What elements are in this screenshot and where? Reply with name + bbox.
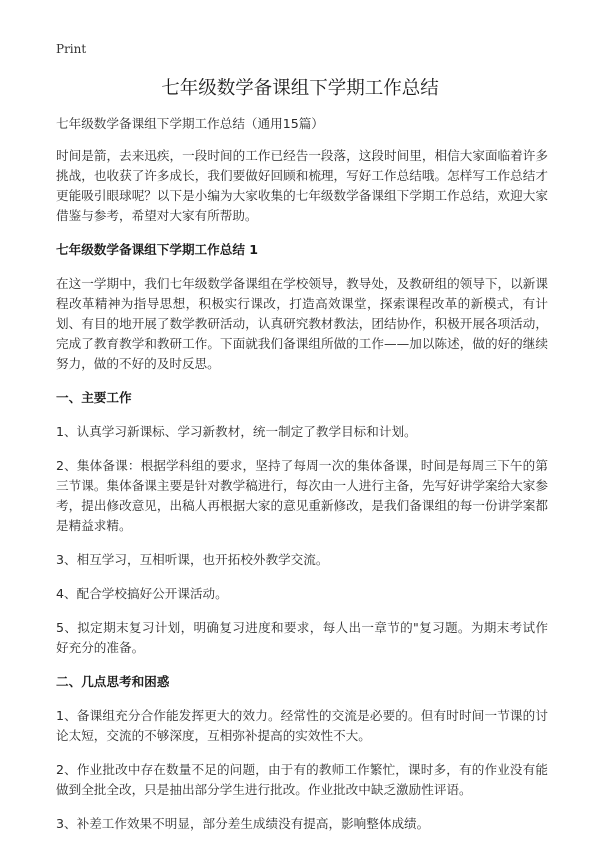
list-item: 2、作业批改中存在数量不足的问题，由于有的教师工作繁忙，课时多，有的作业没有能做到全批全改，只是抽出部分学生进行批改。作业批改中缺乏激励性评语。 [56,762,548,797]
list-item: 2、集体备课：根据学科组的要求，坚持了每周一次的集体备课，时间是每周三下午的第三节课。集体备课主要是针对教学稿进行，每次由一人进行主备，先写好讲学案给大家参考，提出修改意见，出稿人再根据大家的意见重新修改，是我们备课组的每一份讲学案都是精益求精。 [56,458,548,533]
page-title: 七年级数学备课组下学期工作总结 [161,78,439,99]
list-item: 3、相互学习，互相听课，也开拓校外教学交流。 [56,552,329,567]
list-item: 3、补差工作效果不明显，部分差生成绩没有提高，影响整体成绩。 [56,816,430,831]
list-item: 1、认真学习新课标、学习新教材，统一制定了教学目标和计划。 [56,424,417,439]
article-intro-paragraph: 在这一学期中，我们七年级数学备课组在学校领导，教导处，及教研组的领导下，以新课程改革精神为指导思想，积极实行课改，打造高效课堂，探索课程改革的新模式，有计划、有目的地开展了数学教研活动，认真研究教材教法，团结协作，积极开展各项活动，完成了教育教学和教研工作。下面就我们备课组所做的工作——加以陈述，做的好的继续努力，做的不好的及时反思。 [56,276,548,371]
section-heading-reflections: 二、几点思考和困惑 [56,674,170,689]
section-heading-main-work: 一、主要工作 [56,390,132,405]
list-item: 4、配合学校搞好公开课活动。 [56,586,228,601]
article-heading: 七年级数学备课组下学期工作总结 1 [56,242,259,257]
print-link[interactable]: Print [56,42,87,56]
intro-paragraph: 时间是箭，去来迅疾，一段时间的工作已经告一段落，这段时间里，相信大家面临着许多挑战，也收获了许多成长，我们要做好回顾和梳理，写好工作总结哦。怎样写工作总结才更能吸引眼球呢？以下是小编为大家收集的七年级数学备课组下学期工作总结，欢迎大家借鉴与参考，希望对大家有所帮助。 [56,148,548,223]
document-subtitle: 七年级数学备课组下学期工作总结（通用15篇） [56,116,324,131]
list-item: 1、备课组充分合作能发挥更大的效力。经常性的交流是必要的。但有时时间一节课的讨论太短，交流的不够深度，互相弥补提高的实效性不大。 [56,708,548,743]
list-item: 5、拟定期末复习计划，明确复习进度和要求，每人出一章节的"复习题。为期末考试作好充分的准备。 [56,620,548,655]
document-body [56,114,548,848]
